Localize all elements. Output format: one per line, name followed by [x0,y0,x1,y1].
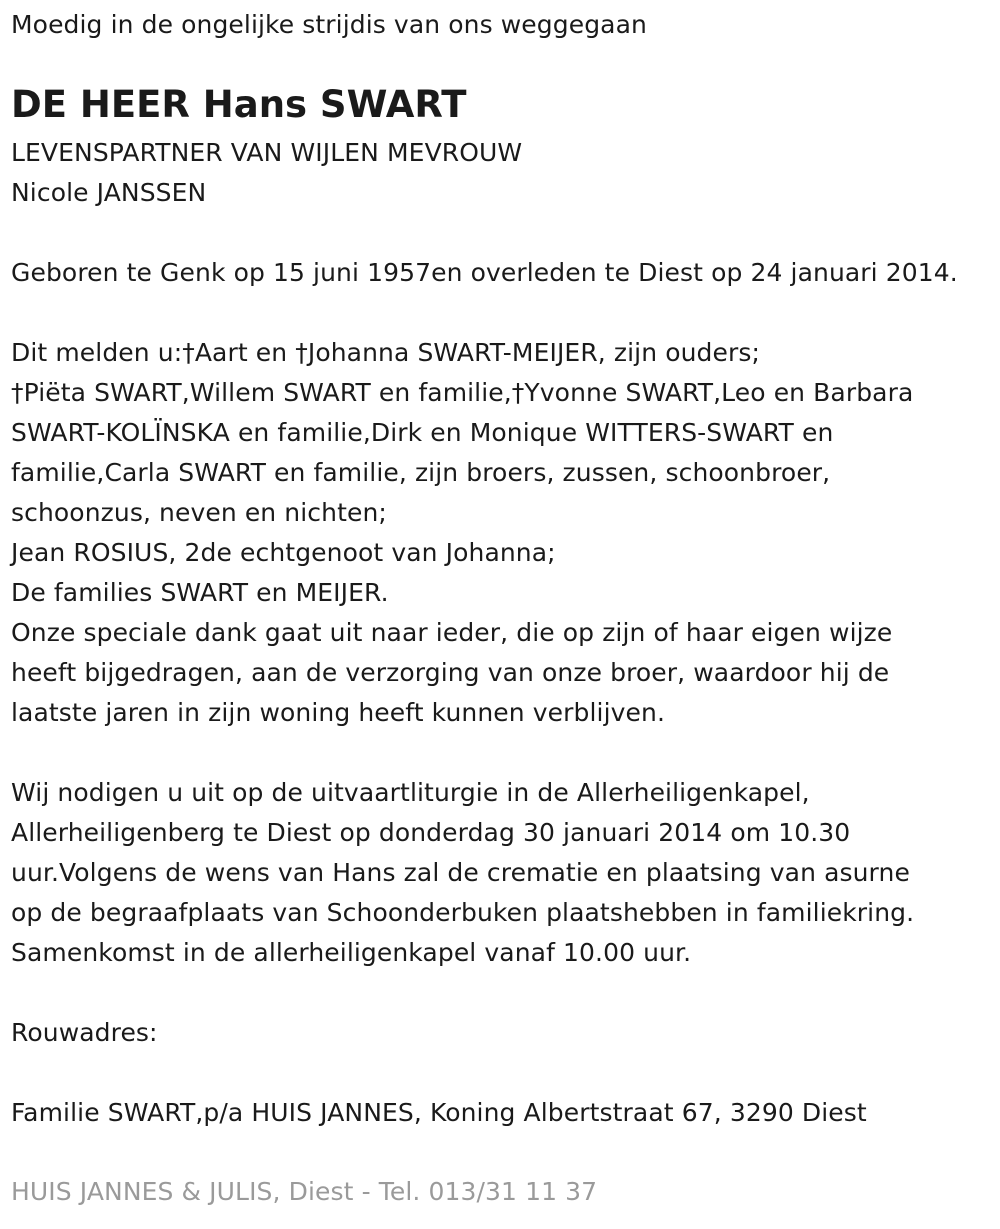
family-line: De families SWART en MEIJER. [11,578,389,607]
partner-block [11,133,522,213]
funeral-invitation-block [11,773,914,973]
invitation-line: Allerheiligenberg te Diest op donderdag 30 januari 2014 om 10.30 [11,818,851,847]
invitation-line: Samenkomst in de allerheiligenkapel vanaf 10.00 uur. [11,938,692,967]
funeral-home-footer: HUIS JANNES & JULIS, Diest - Tel. 013/31 11 37 [11,1177,598,1206]
intro-line: Moedig in de ongelijke strijdis van ons weggegaan [11,10,647,39]
thanks-line: Onze speciale dank gaat uit naar ieder, die op zijn of haar eigen wijze [11,618,893,647]
partner-line: Nicole JANSSEN [11,178,207,207]
deceased-name: DE HEER Hans SWART [11,83,467,126]
family-line: †Piëta SWART,Willem SWART en familie,†Yvonne SWART,Leo en Barbara [11,378,914,407]
partner-line: LEVENSPARTNER VAN WIJLEN MEVROUW [11,138,523,167]
family-line: Jean ROSIUS, 2de echtgenoot van Johanna; [11,538,556,567]
family-block [11,333,913,733]
family-line: Dit melden u:†Aart en †Johanna SWART-MEIJER, zijn ouders; [11,338,761,367]
invitation-line: uur.Volgens de wens van Hans zal de crematie en plaatsing van asurne [11,858,910,887]
family-line: familie,Carla SWART en familie, zijn broers, zussen, schoonbroer, [11,458,831,487]
rouwadres-label: Rouwadres: [11,1018,158,1047]
thanks-line: laatste jaren in zijn woning heeft kunnen verblijven. [11,698,666,727]
invitation-line: op de begraafplaats van Schoonderbuken plaatshebben in familiekring. [11,898,915,927]
birth-death-line: Geboren te Genk op 15 juni 1957en overleden te Diest op 24 januari 2014. [11,258,958,287]
invitation-line: Wij nodigen u uit op de uitvaartliturgie in de Allerheiligenkapel, [11,778,810,807]
thanks-line: heeft bijgedragen, aan de verzorging van onze broer, waardoor hij de [11,658,890,687]
family-line: schoonzus, neven en nichten; [11,498,387,527]
family-line: SWART-KOLÏNSKA en familie,Dirk en Monique WITTERS-SWART en [11,418,834,447]
rouwadres-address: Familie SWART,p/a HUIS JANNES, Koning Albertstraat 67, 3290 Diest [11,1098,867,1127]
